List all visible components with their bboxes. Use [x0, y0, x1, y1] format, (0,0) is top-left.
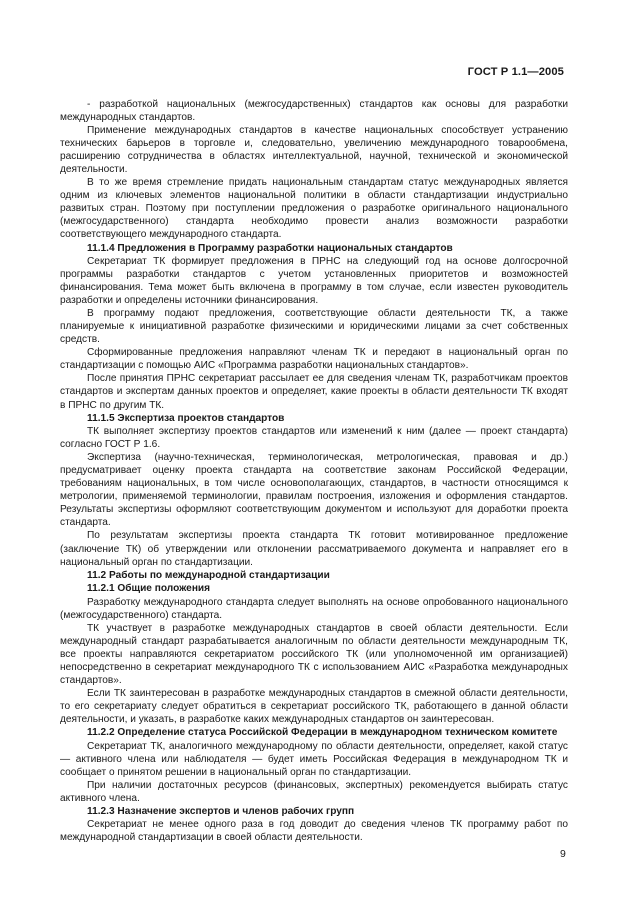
paragraph: По результатам экспертизы проекта стандарта ТК готовит мотивированное предложение (заключение ТК) об утверждении или отклонении рассматриваемого документа и направляет его в национальный орган по стандартизации.: [60, 530, 568, 568]
paragraph: Разработку международного стандарта следует выполнять на основе опробованного национального (межгосударственного) стандарта.: [60, 596, 568, 621]
paragraph: Секретариат ТК, аналогичного международному по области деятельности, определяет, какой статус — активного члена или наблюдателя — будет иметь Российская Федерация в международном ТК и сообщает о принятом решении в национальный орган по стандартизации.: [60, 740, 568, 778]
section-heading: 11.2.3 Назначение экспертов и членов рабочих групп: [87, 805, 355, 817]
section-heading: 11.2.2 Определение статуса Российской Федерации в международном техническом комитете: [87, 727, 558, 739]
section-heading: 11.2 Работы по международной стандартизации: [87, 569, 330, 581]
paragraph: Секретариат ТК формирует предложения в ПРНС на следующий год на основе долгосрочной программы разработки стандартов с учетом установленных приоритетов и возможностей финансирования. Тема может быть включена в программу в том случае, если известен руководитель разработки и определены источники финансирования.: [60, 256, 568, 307]
paragraph: - разработкой национальных (межгосударственных) стандартов как основы для разработки международных стандартов.: [60, 99, 568, 124]
paragraph: Если ТК заинтересован в разработке международных стандартов в смежной области деятельности, то его секретариату следует обратиться в секретариат российского ТК, работающего в данной области деятельности, и указать, в разработке каких международных стандартов он заинтересован.: [60, 687, 568, 726]
section-heading: 11.2.1 Общие положения: [87, 583, 211, 595]
paragraph: Секретариат не менее одного раза в год доводит до сведения членов ТК программу работ по международной стандартизации в своей области деятельности.: [60, 819, 568, 844]
paragraph: Сформированные предложения направляют членам ТК и передают в национальный орган по стандартизации с помощью АИС «Программа разработки национальных стандартов».: [60, 347, 568, 372]
paragraph: В программу подают предложения, соответствующие области деятельности ТК, а также планируемые к инициативной разработке физическими и юридическими лицами за счет собственных средств.: [60, 308, 568, 346]
paragraph: ТК участвует в разработке международных стандартов в своей области деятельности. Если международный стандарт разрабатывается аналогичным по области деятельности международным ТК, все проекты направляются секретариатом российского ТК (или уполномоченной им организацией) непосредственно в секретариат международного ТК с использованием АИС «Разработка международных стандартов».: [60, 622, 568, 686]
paragraph: При наличии достаточных ресурсов (финансовых, экспертных) рекомендуется выбирать статус активного члена.: [60, 779, 568, 804]
page-number: 9: [560, 848, 566, 860]
paragraph: ТК выполняет экспертизу проектов стандартов или изменений к ним (далее — проект стандарта) согласно ГОСТ Р 1.6.: [60, 426, 568, 451]
paragraph: После принятия ПРНС секретариат рассылает ее для сведения членам ТК, разработчикам проектов стандартов и экспертам данных проектов и определяет, какие проекты в области деятельности ТК входят в ПРНС по другим ТК.: [60, 373, 568, 411]
section-heading: 11.1.4 Предложения в Программу разработки национальных стандартов: [87, 242, 453, 254]
document-body: [60, 98, 568, 844]
document-header: ГОСТ Р 1.1—2005: [467, 66, 564, 78]
section-heading: 11.1.5 Экспертиза проектов стандартов: [87, 412, 285, 424]
paragraph: В то же время стремление придать национальным стандартам статус международных является одним из ключевых элементов национальной политики в области стандартизации индустриально развитых стран. Поэтому при поступлении предложения о разработке оригинального национального (межгосударственного) стандарта необходимо провести анализ возможности разработки соответствующего международного стандарта.: [60, 177, 568, 241]
paragraph: Экспертиза (научно-техническая, терминологическая, метрологическая, правовая и др.) предусматривает оценку проекта стандарта на соответствие законам Российской Федерации, требованиям национальных, в том числе основополагающих, стандартов, в частности относящимся к метрологии, применяемой терминологии, правилам построения, изложения и оформления стандартов. Результаты экспертизы оформляют соответствующим документом и используют для доработки проекта стандарта.: [60, 452, 568, 529]
paragraph: Применение международных стандартов в качестве национальных способствует устранению технических барьеров в торговле и, следовательно, увеличению международного товарообмена, расширению сотрудничества в областях интеллектуальной, научной, технической и экономической деятельности.: [60, 125, 568, 176]
